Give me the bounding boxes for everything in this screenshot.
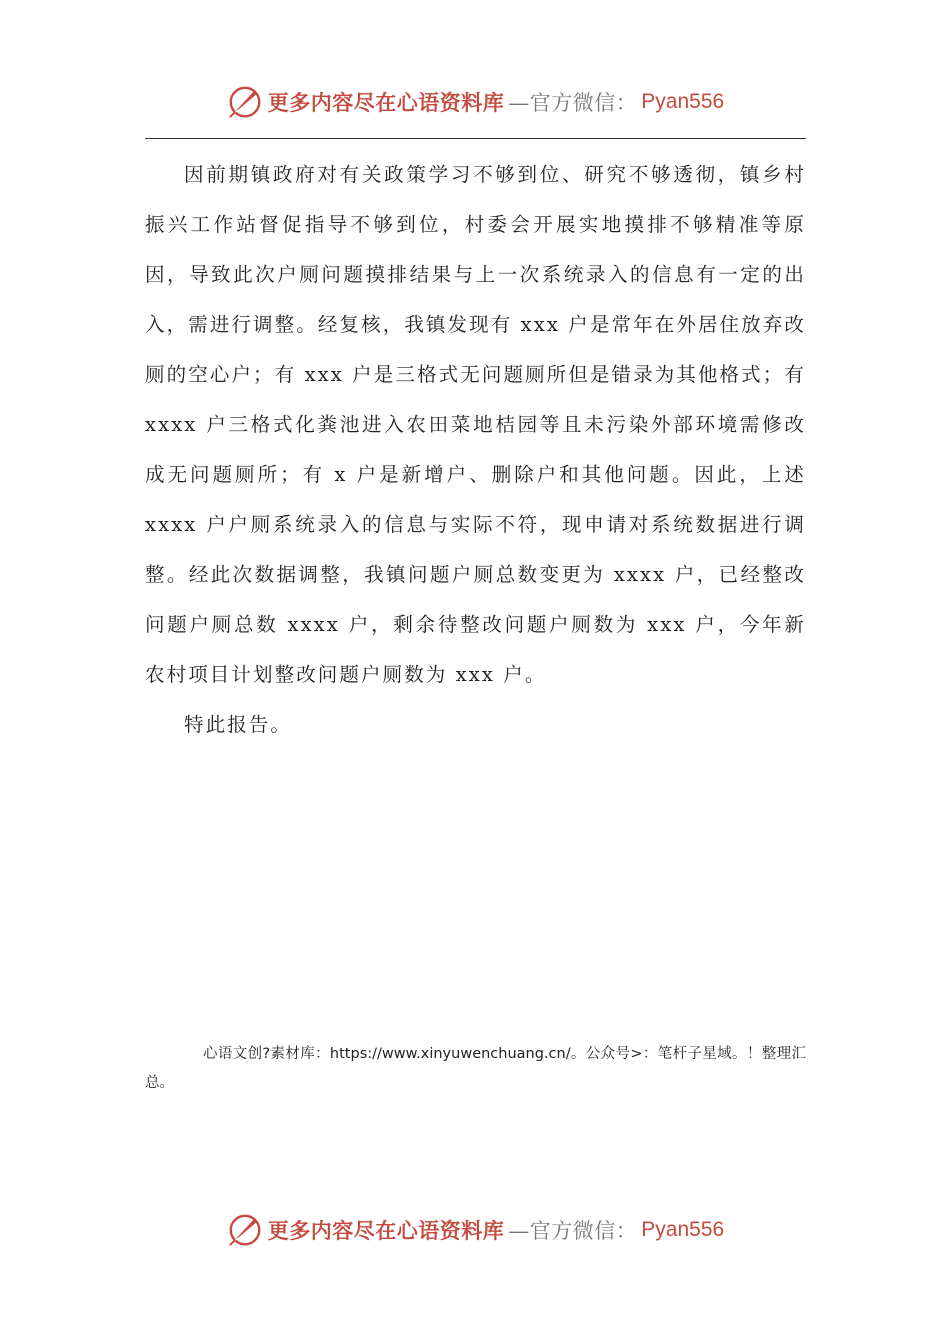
document-body: [145, 150, 806, 750]
banner-wechat-label: —官方微信：: [508, 91, 638, 115]
source-footnote: 心语文创?素材库：https://www.xinyuwenchuang.cn/。公众号>：笔杆子星域。！整理汇总。: [145, 1046, 806, 1091]
quill-logo-icon: [226, 83, 264, 121]
footer-wechat-id: Pyan556: [641, 1218, 725, 1241]
banner-slogan: 更多内容尽在心语资料库: [267, 90, 505, 115]
header-banner: [0, 80, 950, 124]
body-paragraph-closing: 特此报告。: [184, 713, 293, 736]
header-divider: [145, 138, 806, 139]
footer-banner: [0, 1208, 950, 1252]
banner-wechat-id: Pyan556: [641, 90, 725, 113]
footer-wechat-label: —官方微信：: [508, 1219, 638, 1243]
quill-logo-icon: [226, 1211, 264, 1249]
footer-slogan: 更多内容尽在心语资料库: [267, 1218, 505, 1243]
body-paragraph-main: 因前期镇政府对有关政策学习不够到位、研究不够透彻，镇乡村振兴工作站督促指导不够到位，村委会开展实地摸排不够精准等原因，导致此次户厕问题摸排结果与上一次系统录入的信息有一定的出入，需进行调整。经复核，我镇发现有 xxx 户是常年在外居住放弃改厕的空心户；有 xxx 户是三格式无问题厕所但是错录为其他格式；有 xxxx 户三格式化粪池进入农田菜地桔园等且未污染外部环境需修改成无问题厕所；有 x 户是新增户、删除户和其他问题。因此，上述 xxxx 户户厕系统录入的信息与实际不符，现申请对系统数据进行调整。经此次数据调整，我镇问题户厕总数变更为 xxxx 户，已经整改问题户厕总数 xxxx 户，剩余待整改问题户厕数为 xxx 户，今年新农村项目计划整改问题户厕数为 xxx 户。: [145, 163, 806, 686]
